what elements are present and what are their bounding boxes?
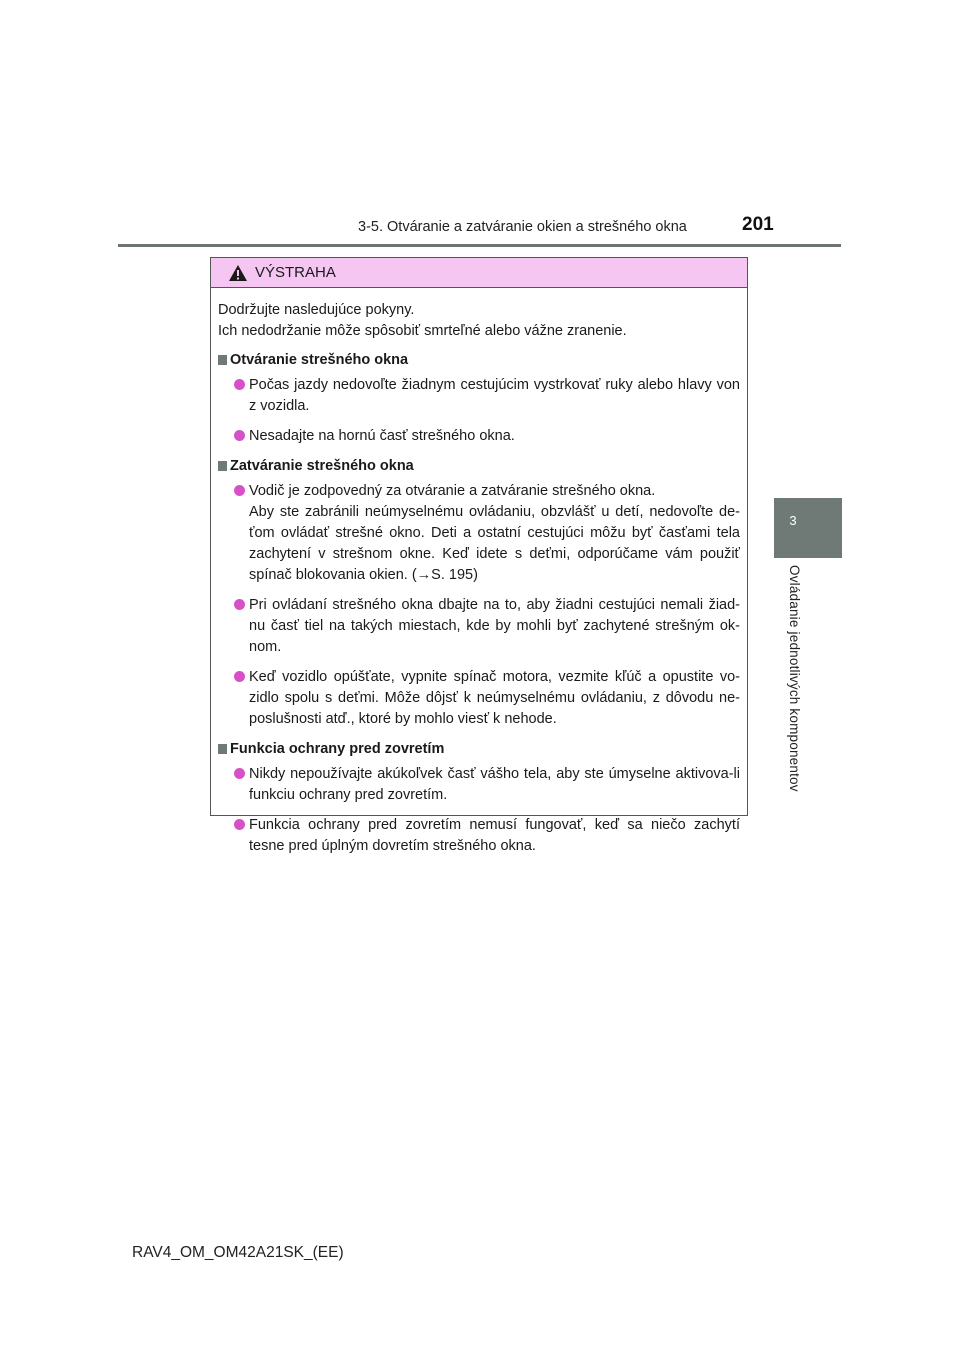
section-heading — [218, 350, 740, 371]
section-heading-text: Otváranie strešného okna — [230, 352, 409, 368]
warning-triangle-icon — [228, 264, 248, 287]
list-item-text: Keď vozidlo opúšťate, vypnite spínač motora, vezmite kľúč a opustite vo-zidlo spolu s deťmi. Môže dôjsť k neúmyselnému ovládaniu, z dôvodu ne-poslušnosti atď., ktoré by mohlo viesť k nehode. — [249, 669, 740, 727]
bullet-icon — [234, 485, 245, 496]
list-item — [218, 481, 740, 502]
document-code: RAV4_OM_OM42A21SK_(EE) — [132, 1244, 344, 1261]
warning-box — [210, 257, 748, 854]
list-item-text: Pri ovládaní strešného okna dbajte na to, aby žiadni cestujúci nemali žiad-nu časť tiel na takých miestach, kde by mohli byť zachytené strešným ok-nom. — [249, 597, 740, 655]
section-heading — [218, 456, 740, 477]
section-heading — [218, 739, 740, 760]
bullet-icon — [234, 768, 245, 779]
list-item — [218, 595, 740, 658]
intro-line-2: Ich nedodržanie môže spôsobiť smrteľné alebo vážne zranenie. — [218, 323, 627, 339]
intro-line-1: Dodržujte nasledujúce pokyny. — [218, 302, 415, 318]
bullet-icon — [234, 671, 245, 682]
list-item-text: Vodič je zodpovedný za otváranie a zatváranie strešného okna. — [249, 483, 656, 499]
section-heading-text: Zatváranie strešného okna — [230, 458, 414, 474]
list-item — [218, 815, 740, 857]
bullet-icon — [234, 819, 245, 830]
list-item-text: Aby ste zabránili neúmyselnému ovládaniu, obzvlášť u detí, nedovoľte de-ťom ovládať strešné okno. Deti a ostatní cestujúci môžu byť časťami tela zachytení v strešnom okne. Keď idete s deťmi, odporúčame vám použiť spínač blokovania okien. (→S. 195) — [249, 504, 740, 583]
section-title: 3-5. Otváranie a zatváranie okien a strešného okna — [358, 219, 687, 235]
page-number: 201 — [742, 214, 774, 235]
warning-body — [211, 288, 747, 857]
section-heading-text: Funkcia ochrany pred zovretím — [230, 741, 445, 757]
section-square-icon — [218, 744, 227, 754]
bullet-icon — [234, 599, 245, 610]
warning-header — [211, 258, 747, 288]
list-item-continuation — [218, 502, 740, 586]
warning-intro — [218, 300, 740, 342]
list-item-text: Nesadajte na hornú časť strešného okna. — [249, 428, 515, 444]
warning-title: VÝSTRAHA — [255, 264, 336, 281]
section-square-icon — [218, 461, 227, 471]
list-item-text: Počas jazdy nedovoľte žiadnym cestujúcim vystrkovať ruky alebo hlavy von z vozidla. — [249, 377, 740, 414]
list-item-text: Funkcia ochrany pred zovretím nemusí fungovať, keď sa niečo zachytí tesne pred úplným dovretím strešného okna. — [249, 817, 740, 854]
list-item — [218, 667, 740, 730]
chapter-title: Ovládanie jednotlivých komponentov — [787, 565, 802, 792]
list-item-text: Nikdy nepoužívajte akúkoľvek časť vášho tela, aby ste úmyselne aktivova-li funkciu ochrany pred zovretím. — [249, 766, 740, 803]
bullet-icon — [234, 430, 245, 441]
bullet-icon — [234, 379, 245, 390]
list-item — [218, 426, 740, 447]
chapter-tab — [774, 498, 842, 558]
list-item — [218, 764, 740, 806]
section-square-icon — [218, 355, 227, 365]
chapter-number: 3 — [789, 513, 797, 528]
list-item — [218, 375, 740, 417]
header-divider — [118, 244, 841, 247]
